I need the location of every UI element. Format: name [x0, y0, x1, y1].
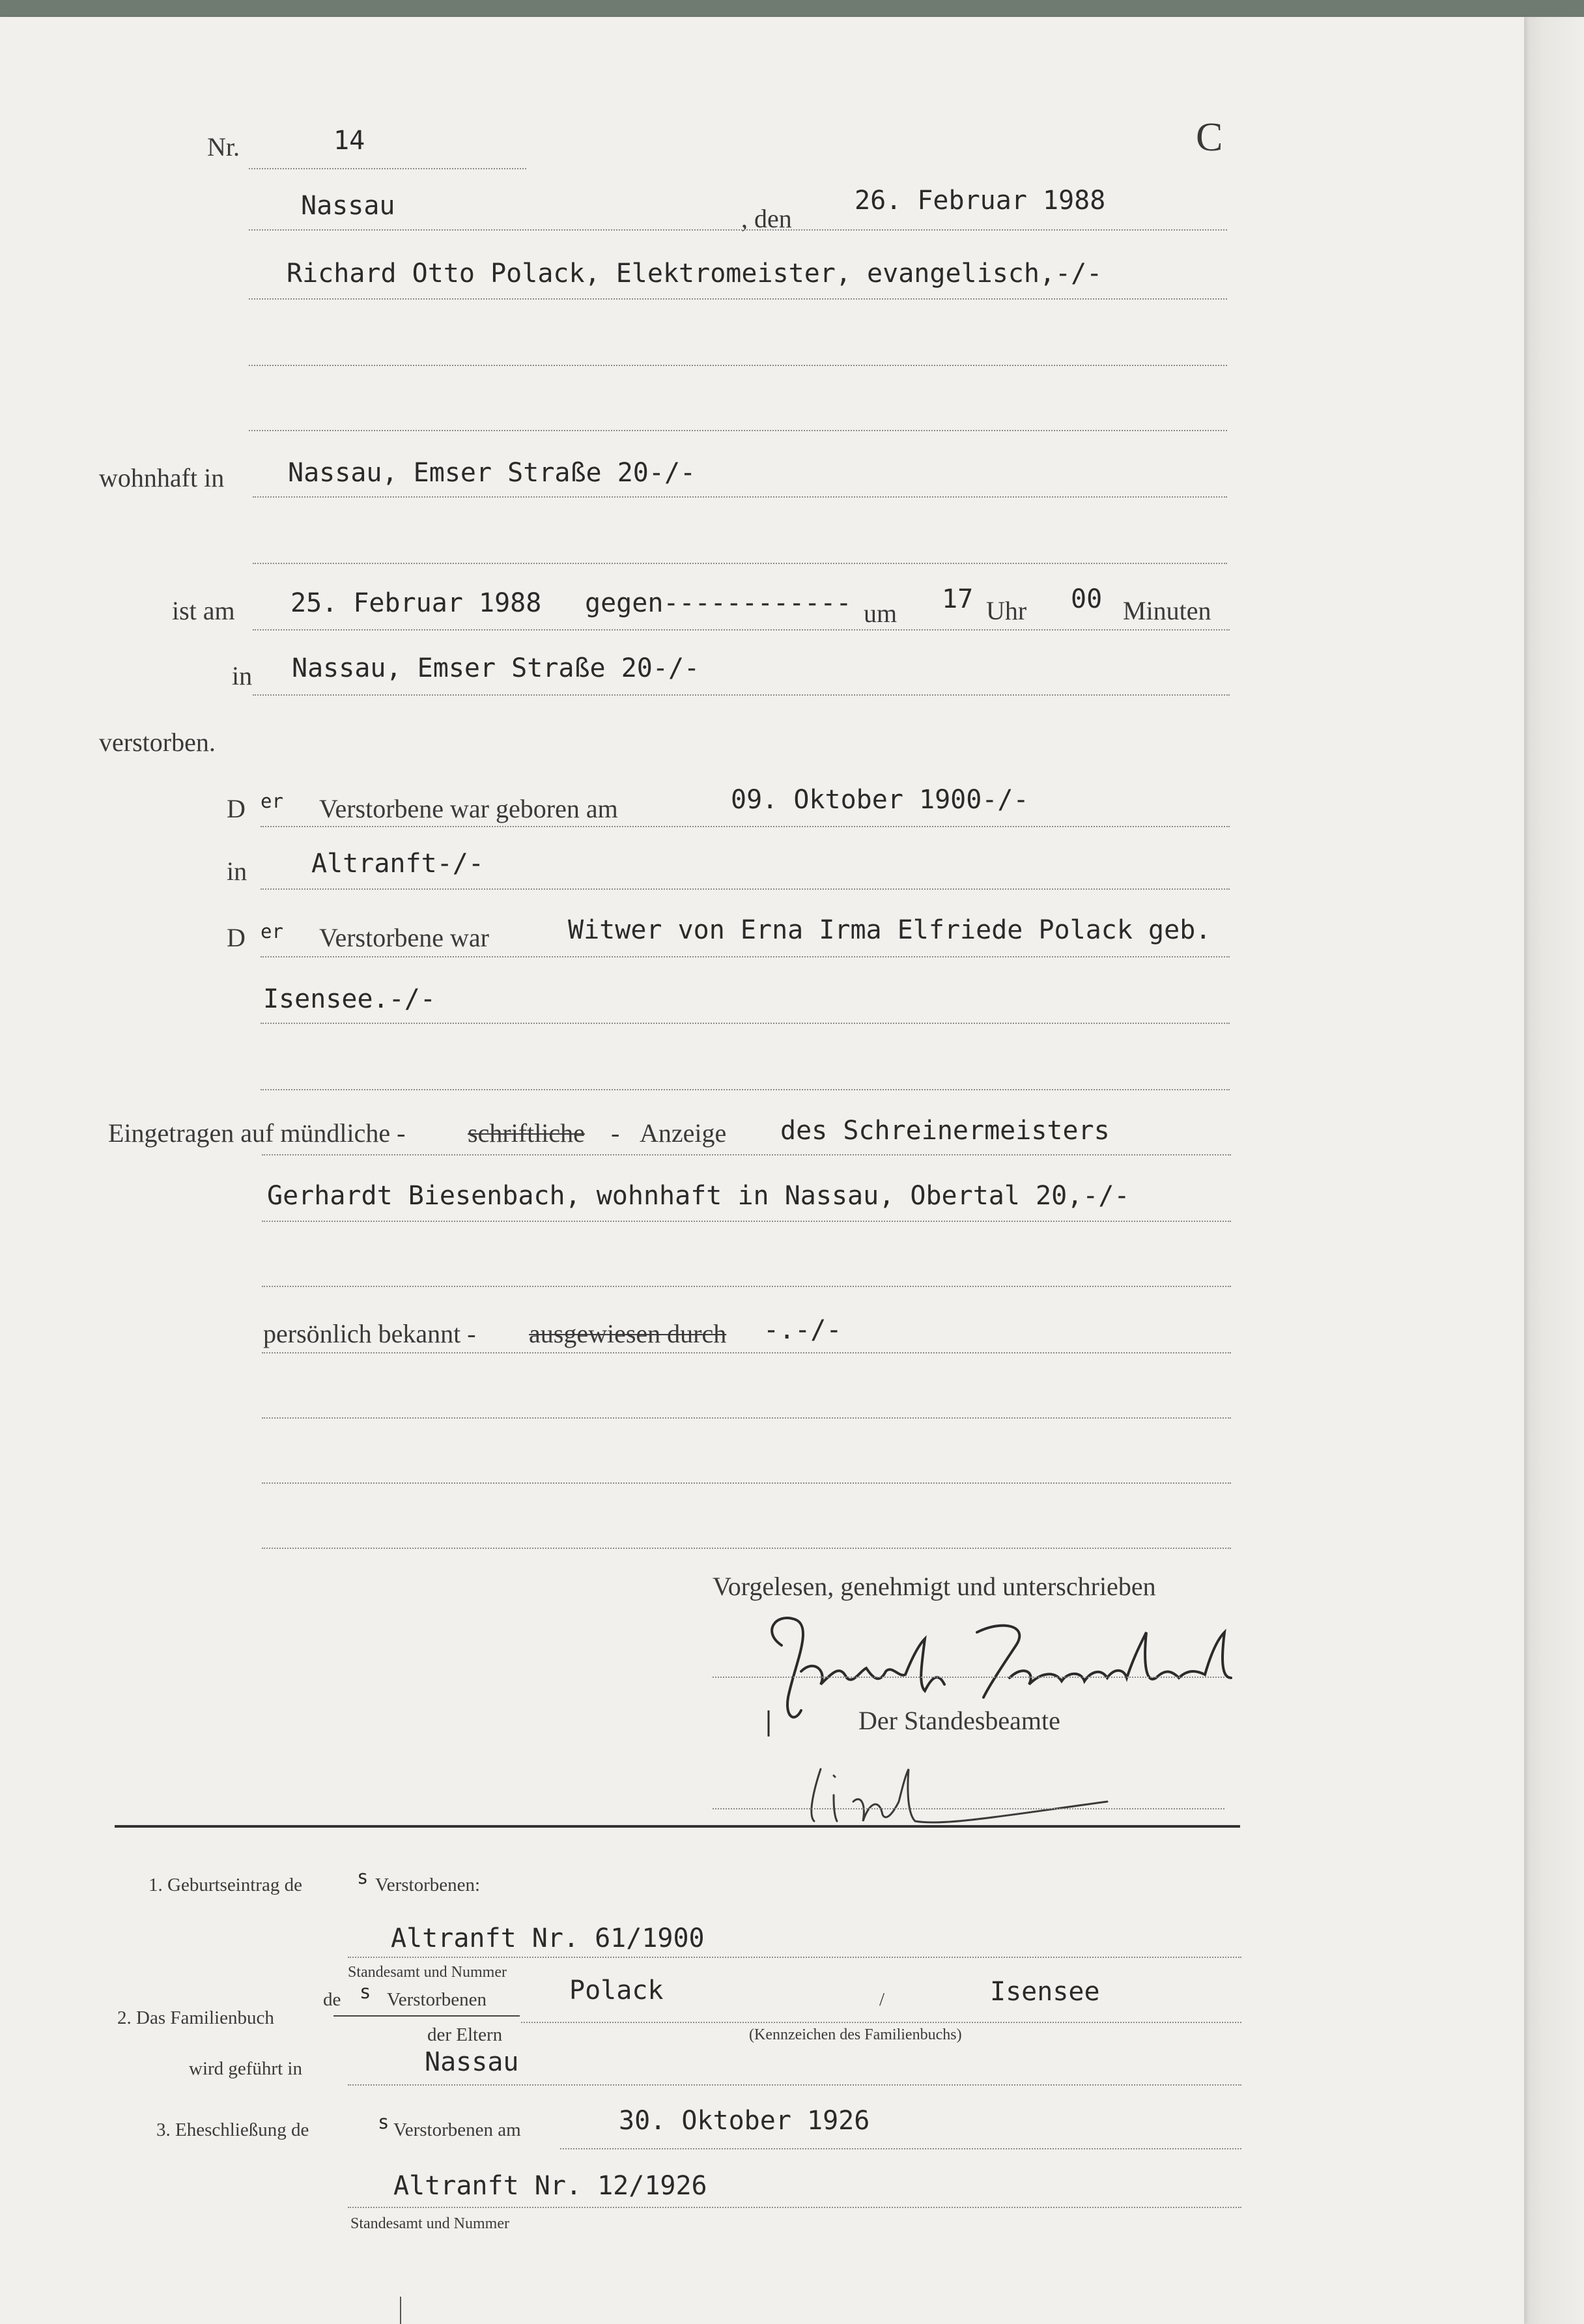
birth-in-label: in [227, 857, 248, 886]
residence-rule-2 [253, 563, 1227, 564]
geboren-label: Verstorbene war geboren am [319, 794, 618, 823]
item3-value: Altranft Nr. 12/1926 [393, 2171, 707, 2201]
item3-caption: Standesamt und Nummer [350, 2215, 509, 2232]
den-label: , den [741, 204, 792, 233]
item3-rule [348, 2207, 1241, 2208]
item3-label: 3. Eheschließung de [156, 2119, 309, 2140]
informant-line-2: Gerhardt Biesenbach, wohnhaft in Nassau, Obertal 20,-/- [267, 1181, 1130, 1211]
uhr-label: Uhr [986, 596, 1027, 625]
verstorben-label: verstorben. [99, 728, 216, 757]
informant-rule-2 [262, 1221, 1231, 1222]
persoenlich-label: persönlich bekannt - [263, 1319, 476, 1348]
item1-s: s [357, 1866, 369, 1888]
nr-value: 14 [333, 126, 365, 156]
birth-d-label: D [227, 794, 246, 823]
anzeige-label: Anzeige [640, 1118, 727, 1148]
birth-date-rule [261, 826, 1230, 827]
informant-line-1: des Schreinermeisters [780, 1116, 1110, 1146]
item1-label: 1. Geburtseintrag de [148, 1875, 302, 1895]
item2-wird-label: wird geführt in [189, 2058, 302, 2079]
section-divider [115, 1825, 1240, 1828]
status-line-3-rule [261, 1089, 1230, 1090]
schriftliche-struck: schriftliche [468, 1118, 585, 1148]
item3-date-rule [560, 2148, 1241, 2149]
item3-suffix: Verstorbenen am [393, 2119, 521, 2140]
informant-rule-1 [262, 1154, 1231, 1155]
minuten-label: Minuten [1123, 596, 1211, 625]
person-line-1: Richard Otto Polack, Elektromeister, evangelisch,-/- [287, 259, 1103, 289]
um-label: um [864, 599, 898, 628]
item2-name2: Isensee [990, 1977, 1100, 2007]
nr-label: Nr. [207, 132, 240, 162]
person-line-1-rule [249, 298, 1227, 300]
blank-rule-2 [262, 1482, 1231, 1484]
date-value: 26. Februar 1988 [855, 186, 1106, 216]
item2-label: 2. Das Familienbuch [117, 2007, 274, 2028]
report-dash: - [611, 1118, 620, 1148]
place-value: Nassau [301, 191, 395, 221]
residence-value: Nassau, Emser Straße 20-/- [288, 458, 696, 488]
status-line-1: Witwer von Erna Irma Elfriede Polack geb. [568, 915, 1211, 945]
death-in-label: in [232, 661, 253, 690]
standesbeamte-label: Der Standesbeamte [858, 1706, 1060, 1735]
ist-am-label: ist am [172, 596, 235, 625]
person-line-3-rule [249, 430, 1227, 431]
item1-value: Altranft Nr. 61/1900 [391, 1923, 705, 1953]
death-date: 25. Februar 1988 [290, 588, 542, 618]
register-page [0, 17, 1524, 2324]
informant-signature-rule [713, 1677, 1224, 1678]
vorgelesen-label: Vorgelesen, genehmigt und unterschrieben [713, 1572, 1156, 1601]
item2-slash: / [879, 1989, 885, 2010]
item2-eltern: der Eltern [427, 2024, 503, 2045]
item1-suffix: Verstorbenen: [375, 1875, 481, 1895]
death-date-rule [253, 629, 1230, 631]
blank-rule-3 [262, 1548, 1231, 1549]
item2-caption: (Kennzeichen des Familienbuchs) [749, 2026, 962, 2043]
residence-rule [253, 496, 1227, 498]
status-line-2-rule [261, 1023, 1230, 1024]
residence-label: wohnhaft in [99, 463, 225, 492]
death-place-rule [253, 694, 1230, 696]
item1-caption: Standesamt und Nummer [348, 1964, 507, 1981]
item3-s: s [378, 2111, 389, 2133]
war-label: Verstorbene war [319, 923, 489, 952]
register-letter: C [1196, 115, 1223, 160]
eingetragen-label: Eingetragen auf mündliche - [108, 1118, 406, 1148]
ausgewiesen-suffix: -.-/- [763, 1315, 842, 1345]
item1-rule [348, 1957, 1241, 1958]
birth-place-rule [261, 888, 1230, 890]
death-hour: 17 [942, 584, 974, 614]
margin-mark [400, 2297, 401, 2324]
status-line-2: Isensee.-/- [263, 984, 436, 1014]
item2-verstorbenen: Verstorbenen [387, 1989, 487, 2010]
status-line-1-rule [261, 956, 1230, 957]
item2-fraction-line [333, 2015, 520, 2017]
nr-line [249, 168, 526, 169]
item2-rule [521, 2022, 1241, 2023]
status-er: er [261, 920, 283, 942]
place-line [249, 229, 1227, 231]
registrar-signature-rule [713, 1808, 1224, 1809]
background-band [0, 0, 1584, 17]
death-gegen: gegen------------ [585, 588, 852, 618]
blank-rule-1 [262, 1417, 1231, 1419]
status-d-label: D [227, 923, 246, 952]
person-line-2-rule [249, 365, 1227, 366]
item2-place-rule [348, 2084, 1241, 2086]
item2-de: de [323, 1989, 341, 2010]
death-place: Nassau, Emser Straße 20-/- [292, 653, 700, 683]
ausgewiesen-struck: ausgewiesen durch [529, 1319, 727, 1348]
item2-place: Nassau [425, 2047, 519, 2077]
birth-date: 09. Oktober 1900-/- [731, 785, 1029, 815]
page-edge [1524, 17, 1584, 2324]
item2-name1: Polack [569, 1976, 664, 2005]
item3-date: 30. Oktober 1926 [619, 2106, 870, 2136]
item2-s: s [360, 1981, 371, 2003]
persoenlich-rule [262, 1352, 1231, 1353]
birth-er: er [261, 790, 283, 812]
birth-place: Altranft-/- [311, 849, 484, 879]
death-minutes: 00 [1071, 584, 1103, 614]
informant-rule-3 [262, 1286, 1231, 1287]
